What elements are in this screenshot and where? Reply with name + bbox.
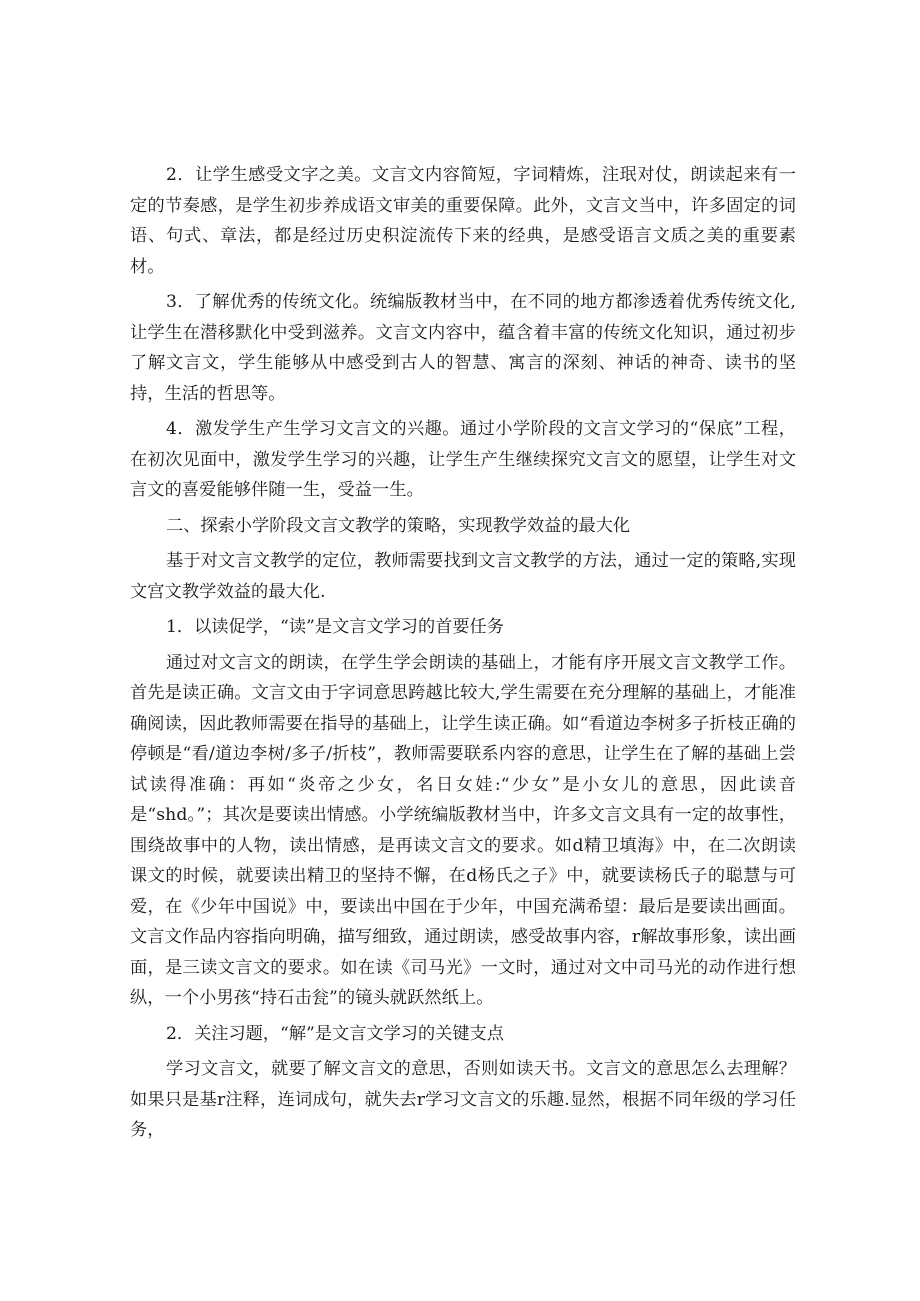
section-heading-strategies: 二、探索小学阶段文言文教学的策略，实现教学效益的最大化 <box>166 515 631 536</box>
paragraph-understanding: 学习文言文，就要了解文言文的意思，否则如读天书。文言文的意思怎么去理解？如果只是基r注释，连词成句，就失去r学习文言文的乐趣.显然，根据不同年级的学习任务， <box>130 1059 796 1140</box>
paragraph-reading-method: 通过对文言文的朗读，在学生学会朗读的基础上，才能有序开展文言文教学工作。首先是读正确。文言文由于字词意思跨越比较大,学生需要在充分理解的基础上，才能准确阅读，因此教师需要在指导的基础上，让学生读正确。如“看道边李树多子折枝正确的停顿是“看/道边李树/多子/折枝”，教师需要联系内容的意思，让学生在了解的基础上尝试读得准确：再如“炎帝之少女，名日女娃:“少女”是小女儿的意思，因此读音是“shd。”；其次是要读出情感。小学统编版教材当中，许多文言文具有一定的故事性，围绕故事中的人物，读出情感，是再读文言文的要求。如d精卫填海》中，在二次朗读课文的时候，就要读出精卫的坚持不懈，在d杨氏之子》中，就要读杨氏子的聪慧与可爱，在《少年中国说》中，要读出中国在于少年，中国充满希望：最后是要读出画面。文言文作品内容指向明确，描写细致，通过朗读，感受故事内容，r解故事形象，读出画面，是三读文言文的要求。如在读《司马光》一文时，通过对文中司马光的动作进行想纵，一个小男孩“持石击瓮”的镜头就跃然纸上。 <box>130 652 796 1008</box>
document-page <box>130 160 796 1151</box>
paragraph-strategy-intro: 基于对文言文教学的定位，教师需要找到文言文教学的方法，通过一定的策略,实现文宫文教学效益的最大化. <box>130 551 796 602</box>
subheading-exercises: 2．关注习题，“解”是文言文学习的关键支点 <box>166 1023 504 1044</box>
paragraph-traditional-culture: 3．了解优秀的传统文化。统编版教材当中，在不同的地方都渗透着优秀传统文化,让学生在潜移默化中受到滋养。文言文内容中，蕴含着丰富的传统文化知识，通过初步了解文言文，学生能够从中感受到古人的智慧、寓言的深刻、神话的神奇、读书的坚持，生活的哲思等。 <box>130 292 796 404</box>
paragraph-learning-interest: 4．激发学生产生学习文言文的兴趣。通过小学阶段的文言文学习的“保底”工程，在初次见面中，激发学生学习的兴趣，让学生产生继续探究文言文的愿望，让学生对文言文的喜爱能够伴随一生，受益一生。 <box>130 419 796 500</box>
subheading-reading: 1．以读促学，“读”是文言文学习的首要任务 <box>166 617 504 637</box>
paragraph-aesthetic-language: 2．让学生感受文字之美。文言文内容简短，字词精炼，注珉对仗，朗读起来有一定的节奏感，是学生初步养成语文审美的重要保障。此外，文言文当中，许多固定的词语、句式、章法，都是经过历史积淀流传下来的经典，是感受语言文质之美的重要素材。 <box>130 165 796 277</box>
